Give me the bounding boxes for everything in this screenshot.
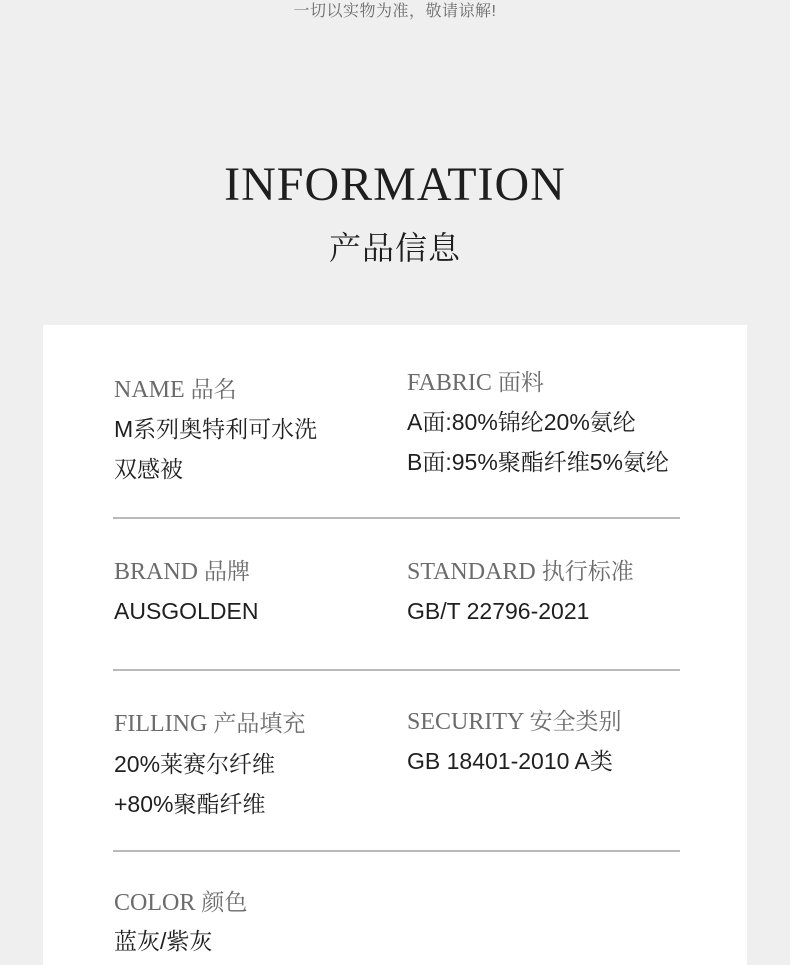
heading-title-en: INFORMATION: [224, 158, 566, 211]
fabric-label-en: FABRIC: [407, 370, 492, 396]
security-label: [407, 706, 621, 737]
name-label-en: NAME: [114, 377, 185, 403]
brand-label-en: BRAND: [114, 559, 199, 585]
color-value: 蓝灰/紫灰: [114, 928, 213, 954]
divider-2: [113, 669, 680, 671]
fabric-label-zh: 面料: [497, 369, 544, 395]
fabric-value-line-1: A面:80%锦纶20%氨纶: [407, 409, 636, 435]
filling-label: [114, 708, 305, 739]
name-value-line-2: 双感被: [114, 456, 183, 482]
divider-1: [113, 517, 680, 519]
section-heading: [0, 150, 790, 268]
security-label-zh: 安全类别: [529, 708, 622, 734]
name-label-zh: 品名: [190, 376, 237, 402]
filling-label-zh: 产品填充: [213, 710, 306, 736]
security-label-en: SECURITY: [407, 709, 524, 735]
filling-label-en: FILLING: [114, 711, 208, 737]
color-label-zh: 颜色: [201, 889, 248, 915]
standard-value: GB/T 22796-2021: [407, 598, 590, 624]
name-value-line-1: M系列奥特利可水洗: [114, 416, 318, 442]
standard-label-zh: 执行标准: [541, 558, 634, 584]
name-label: [114, 374, 237, 405]
brand-label: [114, 556, 250, 587]
filling-value-line-1: 20%莱赛尔纤维: [114, 751, 276, 777]
standard-label-en: STANDARD: [407, 559, 536, 585]
filling-value-line-2: +80%聚酯纤维: [114, 791, 266, 817]
top-disclaimer: 一切以实物为准，敬请谅解!: [293, 3, 497, 20]
fabric-label: [407, 367, 544, 398]
security-value: GB 18401-2010 A类: [407, 748, 613, 774]
divider-3: [113, 850, 680, 852]
color-label: [114, 887, 247, 918]
standard-label: [407, 556, 634, 587]
heading-title-zh: 产品信息: [328, 230, 461, 266]
brand-label-zh: 品牌: [204, 558, 251, 584]
fabric-value-line-2: B面:95%聚酯纤维5%氨纶: [407, 449, 670, 475]
color-label-en: COLOR: [114, 890, 196, 916]
brand-value: AUSGOLDEN: [114, 598, 259, 624]
